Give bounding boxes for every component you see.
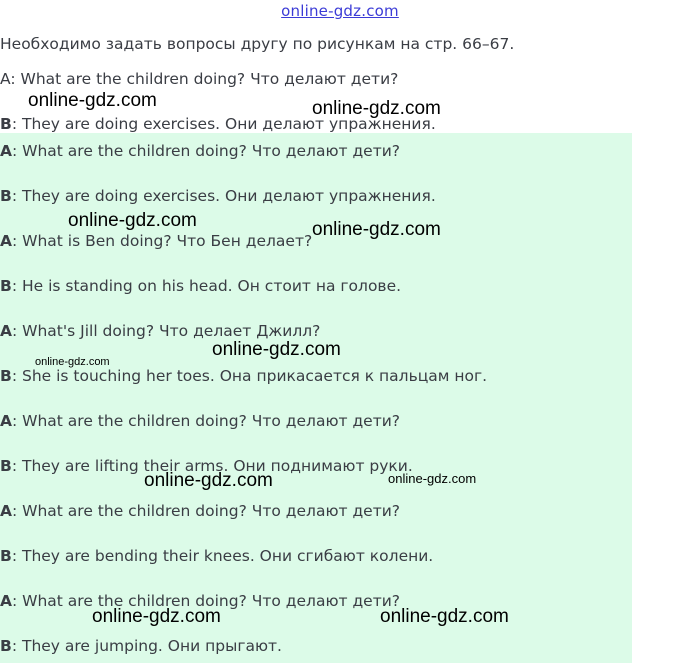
line-text: : What's Jill doing? Что делает Джилл? [12,322,321,340]
dialogue-line [0,142,400,160]
intro-text: Необходимо задать вопросы другу по рисункам на стр. 66–67. [0,35,515,53]
speaker-label: A [0,592,12,610]
line-text: : He is standing on his head. Он стоит на голове. [11,277,402,295]
line-text: : They are jumping. Они прыгают. [11,637,282,655]
speaker-label: A [0,322,12,340]
dialogue-line [0,187,436,205]
speaker-label: A [0,70,11,88]
speaker-label: B [0,547,12,565]
watermark: online-gdz.com [35,356,110,368]
line-text: : What are the children doing? Что делают дети? [12,592,401,610]
watermark: online-gdz.com [28,90,157,111]
speaker-label: B [0,187,12,205]
speaker-label: B [0,367,12,385]
speaker-label: B [0,637,12,655]
top-question [0,70,398,88]
line-text: : What are the children doing? Что делают дети? [12,142,401,160]
watermark: online-gdz.com [312,219,441,240]
watermark: online-gdz.com [312,98,441,119]
site-link[interactable]: online-gdz.com [281,2,399,20]
speaker-label: B [0,457,12,475]
line-text: : What is Ben doing? Что Бен делает? [12,232,313,250]
dialogue-line [0,367,487,385]
line-text: : They are lifting their arms. Они поднимают руки. [11,457,413,475]
line-text: : They are doing exercises. Они делают упражнения. [11,187,436,205]
speaker-label: B [0,115,12,133]
dialogue-line [0,637,282,655]
speaker-label: B [0,277,12,295]
dialogue-line [0,502,400,520]
line-text: : What are the children doing? Что делают дети? [10,70,399,88]
speaker-label: A [0,502,12,520]
dialogue-line [0,322,320,340]
watermark: online-gdz.com [212,339,341,360]
dialogue-line [0,277,401,295]
speaker-label: A [0,412,12,430]
watermark: online-gdz.com [380,606,509,627]
watermark: online-gdz.com [144,470,273,491]
dialogue-line [0,547,433,565]
line-text: : They are bending their knees. Они сгибают колени. [11,547,434,565]
speaker-label: A [0,232,12,250]
line-text: : They are doing exercises. Они делают упражнения. [11,115,436,133]
line-text: : What are the children doing? Что делают дети? [12,412,401,430]
speaker-label: A [0,142,12,160]
dialogue-line [0,412,400,430]
watermark: online-gdz.com [92,606,221,627]
line-text: : What are the children doing? Что делают дети? [12,502,401,520]
watermark: online-gdz.com [388,471,477,486]
dialogue-line [0,232,312,250]
line-text: : She is touching her toes. Она прикасается к пальцам ног. [11,367,488,385]
watermark: online-gdz.com [68,210,197,231]
